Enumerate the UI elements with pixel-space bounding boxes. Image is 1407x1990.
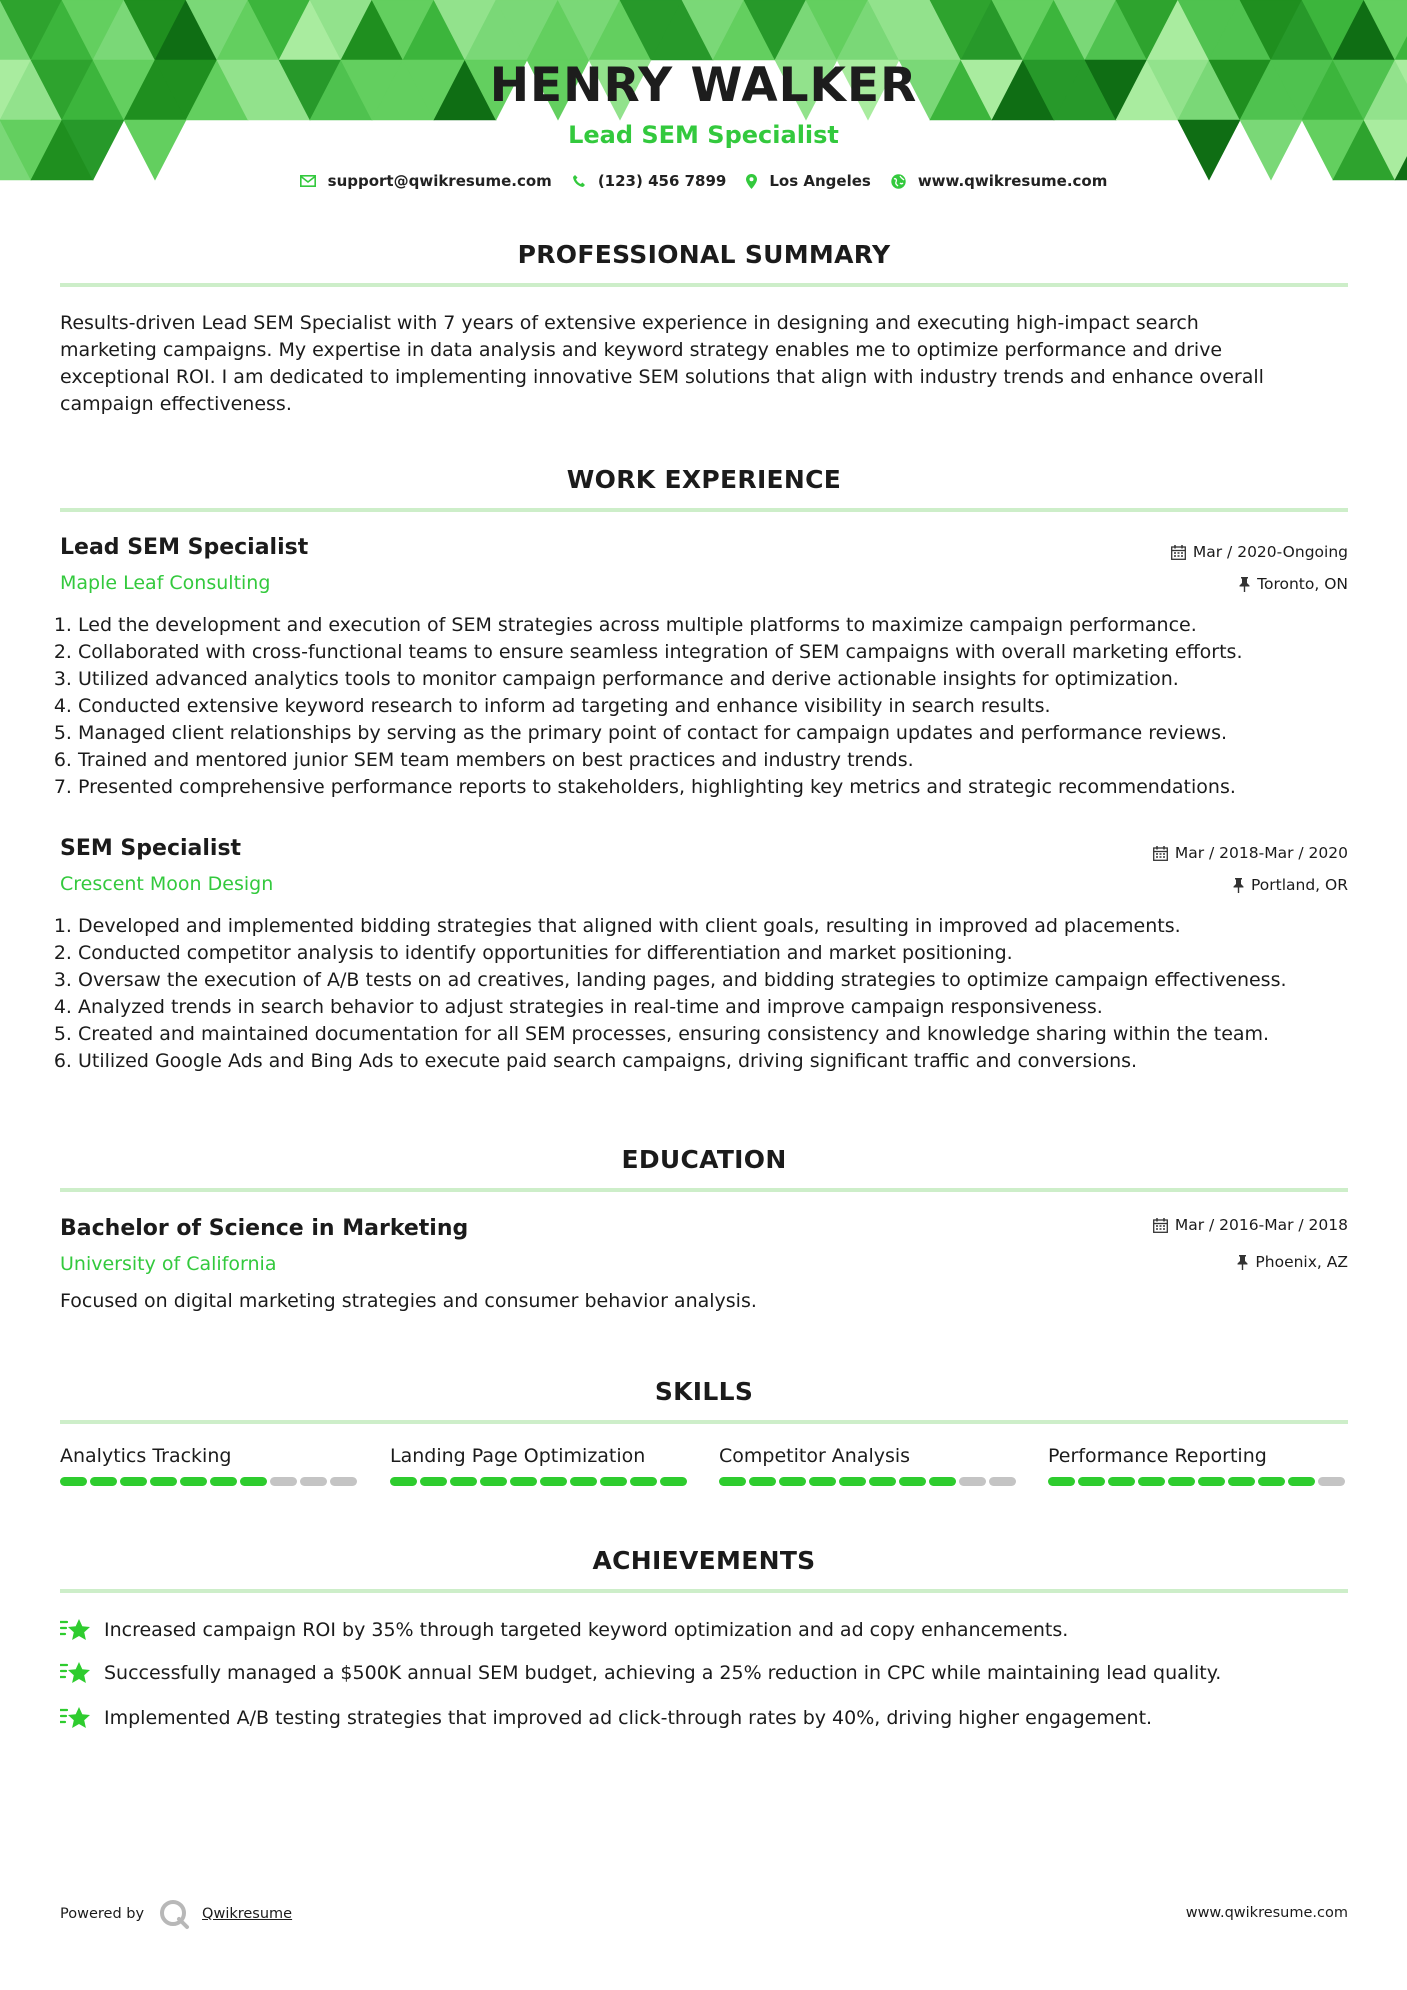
experience-divider: [60, 508, 1348, 512]
education-dates: [1153, 1216, 1348, 1234]
job-dates: [1153, 844, 1348, 862]
list-item: 2. Conducted competitor analysis to identify opportunities for differentiation and market positioning.: [78, 940, 1378, 967]
list-item: 3. Oversaw the execution of A/B tests on ad creatives, landing pages, and bidding strategies to optimize campaign effectiveness.: [78, 967, 1378, 994]
skill-level-segment: [90, 1477, 117, 1486]
globe-icon: [891, 174, 906, 189]
candidate-name: HENRY WALKER: [489, 58, 918, 113]
company-name: Maple Leaf Consulting: [60, 572, 271, 594]
skill-level-segment: [1288, 1477, 1315, 1486]
skill-item: [719, 1445, 1019, 1486]
footer-website[interactable]: www.qwikresume.com: [1185, 1905, 1348, 1921]
skill-level-segment: [1138, 1477, 1165, 1486]
skill-level-segment: [600, 1477, 627, 1486]
dates-text: Mar / 2018-Mar / 2020: [1174, 844, 1348, 862]
location-text: Toronto, ON: [1257, 575, 1348, 593]
achievement-item: [60, 1616, 1068, 1644]
skills-heading: SKILLS: [654, 1377, 754, 1406]
skill-name: Performance Reporting: [1048, 1445, 1267, 1467]
skill-level-segment: [1318, 1477, 1345, 1486]
education-heading: EDUCATION: [621, 1145, 787, 1174]
skill-level-segment: [1048, 1477, 1075, 1486]
list-item: 2. Collaborated with cross-functional teams to ensure seamless integration of SEM campaigns with overall marketing efforts.: [78, 639, 1378, 666]
skills-divider: [60, 1420, 1348, 1424]
qwikresume-logo-icon: [158, 1898, 192, 1930]
dates-text: Mar / 2020-Ongoing: [1192, 543, 1348, 561]
company-name: Crescent Moon Design: [60, 873, 274, 895]
skill-level-segment: [270, 1477, 297, 1486]
skill-level-segment: [989, 1477, 1016, 1486]
map-pin-icon: [746, 174, 757, 189]
skill-level-segment: [779, 1477, 806, 1486]
education-location: [1237, 1253, 1348, 1271]
skill-level-segment: [210, 1477, 237, 1486]
skill-level-bar: [390, 1477, 690, 1486]
skill-name: Landing Page Optimization: [390, 1445, 646, 1467]
education-divider: [60, 1188, 1348, 1192]
list-item: 5. Created and maintained documentation for all SEM processes, ensuring consistency and knowledge sharing within the team.: [78, 1021, 1378, 1048]
skill-level-segment: [300, 1477, 327, 1486]
skill-level-segment: [1228, 1477, 1255, 1486]
skill-level-segment: [929, 1477, 956, 1486]
list-item: 4. Analyzed trends in search behavior to adjust strategies in real-time and improve campaign responsiveness.: [78, 994, 1378, 1021]
skill-level-segment: [1108, 1477, 1135, 1486]
skill-level-segment: [480, 1477, 507, 1486]
education-description: Focused on digital marketing strategies and consumer behavior analysis.: [60, 1290, 757, 1312]
list-item: 6. Trained and mentored junior SEM team members on best practices and industry trends.: [78, 747, 1378, 774]
job-title: SEM Specialist: [60, 836, 242, 861]
job-dates: [1171, 543, 1348, 561]
star-icon: [60, 1659, 92, 1687]
email-text: support@qwikresume.com: [327, 172, 552, 190]
job-location: [1233, 876, 1348, 894]
calendar-icon: [1171, 545, 1186, 560]
skill-level-bar: [719, 1477, 1019, 1486]
contact-phone[interactable]: [572, 172, 727, 190]
website-text: www.qwikresume.com: [917, 172, 1108, 190]
list-item: 5. Managed client relationships by serving as the primary point of contact for campaign updates and performance reviews.: [78, 720, 1378, 747]
skill-level-segment: [839, 1477, 866, 1486]
skill-level-segment: [570, 1477, 597, 1486]
list-item: 1. Led the development and execution of SEM strategies across multiple platforms to maximize campaign performance.: [78, 612, 1378, 639]
skill-level-segment: [959, 1477, 986, 1486]
contact-bar: [0, 172, 1407, 190]
star-icon: [60, 1616, 92, 1644]
skill-level-segment: [120, 1477, 147, 1486]
pushpin-icon: [1237, 1255, 1248, 1270]
achievement-text: Implemented A/B testing strategies that improved ad click-through rates by 40%, driving higher engagement.: [104, 1707, 1153, 1729]
powered-by-label: Powered by: [60, 1906, 145, 1922]
list-item: 1. Developed and implemented bidding strategies that aligned with client goals, resulting in improved ad placements.: [78, 913, 1378, 940]
star-icon: [60, 1704, 92, 1732]
summary-line: exceptional ROI. I am dedicated to implementing innovative SEM solutions that align with industry trends and enhance overall: [60, 366, 1264, 388]
skill-level-segment: [660, 1477, 687, 1486]
skill-level-segment: [899, 1477, 926, 1486]
skill-item: [60, 1445, 360, 1486]
skill-level-segment: [1258, 1477, 1285, 1486]
skill-level-segment: [869, 1477, 896, 1486]
list-item: 6. Utilized Google Ads and Bing Ads to execute paid search campaigns, driving significant traffic and conversions.: [78, 1048, 1378, 1075]
skill-level-segment: [240, 1477, 267, 1486]
summary-line: Results-driven Lead SEM Specialist with 7 years of extensive experience in designing and executing high-impact search: [60, 312, 1199, 334]
skill-level-segment: [60, 1477, 87, 1486]
skill-level-segment: [749, 1477, 776, 1486]
list-item: 4. Conducted extensive keyword research to inform ad targeting and enhance visibility in search results.: [78, 693, 1378, 720]
skill-level-segment: [450, 1477, 477, 1486]
summary-line: marketing campaigns. My expertise in data analysis and keyword strategy enables me to optimize performance and drive: [60, 339, 1223, 361]
skill-item: [1048, 1445, 1348, 1486]
degree-title: Bachelor of Science in Marketing: [60, 1216, 469, 1241]
skill-level-segment: [180, 1477, 207, 1486]
envelope-icon: [300, 175, 316, 187]
pushpin-icon: [1233, 878, 1244, 893]
skill-level-bar: [60, 1477, 360, 1486]
skill-name: Competitor Analysis: [719, 1445, 911, 1467]
skill-level-segment: [150, 1477, 177, 1486]
summary-line: campaign effectiveness.: [60, 393, 292, 415]
phone-text: (123) 456 7899: [597, 172, 727, 190]
job-bullets: [60, 612, 1378, 801]
skill-level-segment: [809, 1477, 836, 1486]
job-location: [1239, 575, 1348, 593]
skill-level-segment: [1198, 1477, 1225, 1486]
skill-level-segment: [1168, 1477, 1195, 1486]
achievement-item: [60, 1659, 1221, 1687]
skill-level-segment: [540, 1477, 567, 1486]
location-text: Portland, OR: [1250, 876, 1348, 894]
dates-text: Mar / 2016-Mar / 2018: [1174, 1216, 1348, 1234]
location-text: Phoenix, AZ: [1255, 1253, 1348, 1271]
brand-link[interactable]: Qwikresume: [202, 1906, 293, 1922]
phone-icon: [572, 174, 586, 188]
contact-email[interactable]: [300, 172, 552, 190]
summary-divider: [60, 283, 1348, 287]
skill-item: [390, 1445, 690, 1486]
school-name: University of California: [60, 1253, 277, 1275]
skill-level-segment: [420, 1477, 447, 1486]
skill-level-segment: [630, 1477, 657, 1486]
list-item: 7. Presented comprehensive performance reports to stakeholders, highlighting key metrics and strategic recommendations.: [78, 774, 1378, 801]
skill-level-segment: [330, 1477, 357, 1486]
calendar-icon: [1153, 846, 1168, 861]
candidate-role: Lead SEM Specialist: [568, 121, 839, 149]
achievement-text: Successfully managed a $500K annual SEM budget, achieving a 25% reduction in CPC while maintaining lead quality.: [104, 1662, 1222, 1684]
achievements-divider: [60, 1589, 1348, 1593]
footer-powered-by: [60, 1898, 292, 1930]
contact-location: [746, 172, 870, 190]
achievement-text: Increased campaign ROI by 35% through targeted keyword optimization and ad copy enhancements.: [104, 1619, 1069, 1641]
experience-heading: WORK EXPERIENCE: [566, 465, 842, 494]
skill-level-segment: [1078, 1477, 1105, 1486]
achievement-item: [60, 1704, 1152, 1732]
pushpin-icon: [1239, 577, 1250, 592]
location-text: Los Angeles: [769, 172, 871, 190]
skill-level-segment: [390, 1477, 417, 1486]
summary-heading: PROFESSIONAL SUMMARY: [517, 240, 891, 269]
job-title: Lead SEM Specialist: [60, 535, 309, 560]
skill-name: Analytics Tracking: [60, 1445, 232, 1467]
summary-text: [60, 310, 1348, 418]
skill-level-segment: [510, 1477, 537, 1486]
skill-level-bar: [1048, 1477, 1348, 1486]
skill-level-segment: [719, 1477, 746, 1486]
list-item: 3. Utilized advanced analytics tools to monitor campaign performance and derive actionable insights for optimization.: [78, 666, 1378, 693]
calendar-icon: [1153, 1218, 1168, 1233]
job-bullets: [60, 913, 1378, 1075]
contact-website[interactable]: [891, 172, 1108, 190]
achievements-heading: ACHIEVEMENTS: [592, 1546, 816, 1575]
